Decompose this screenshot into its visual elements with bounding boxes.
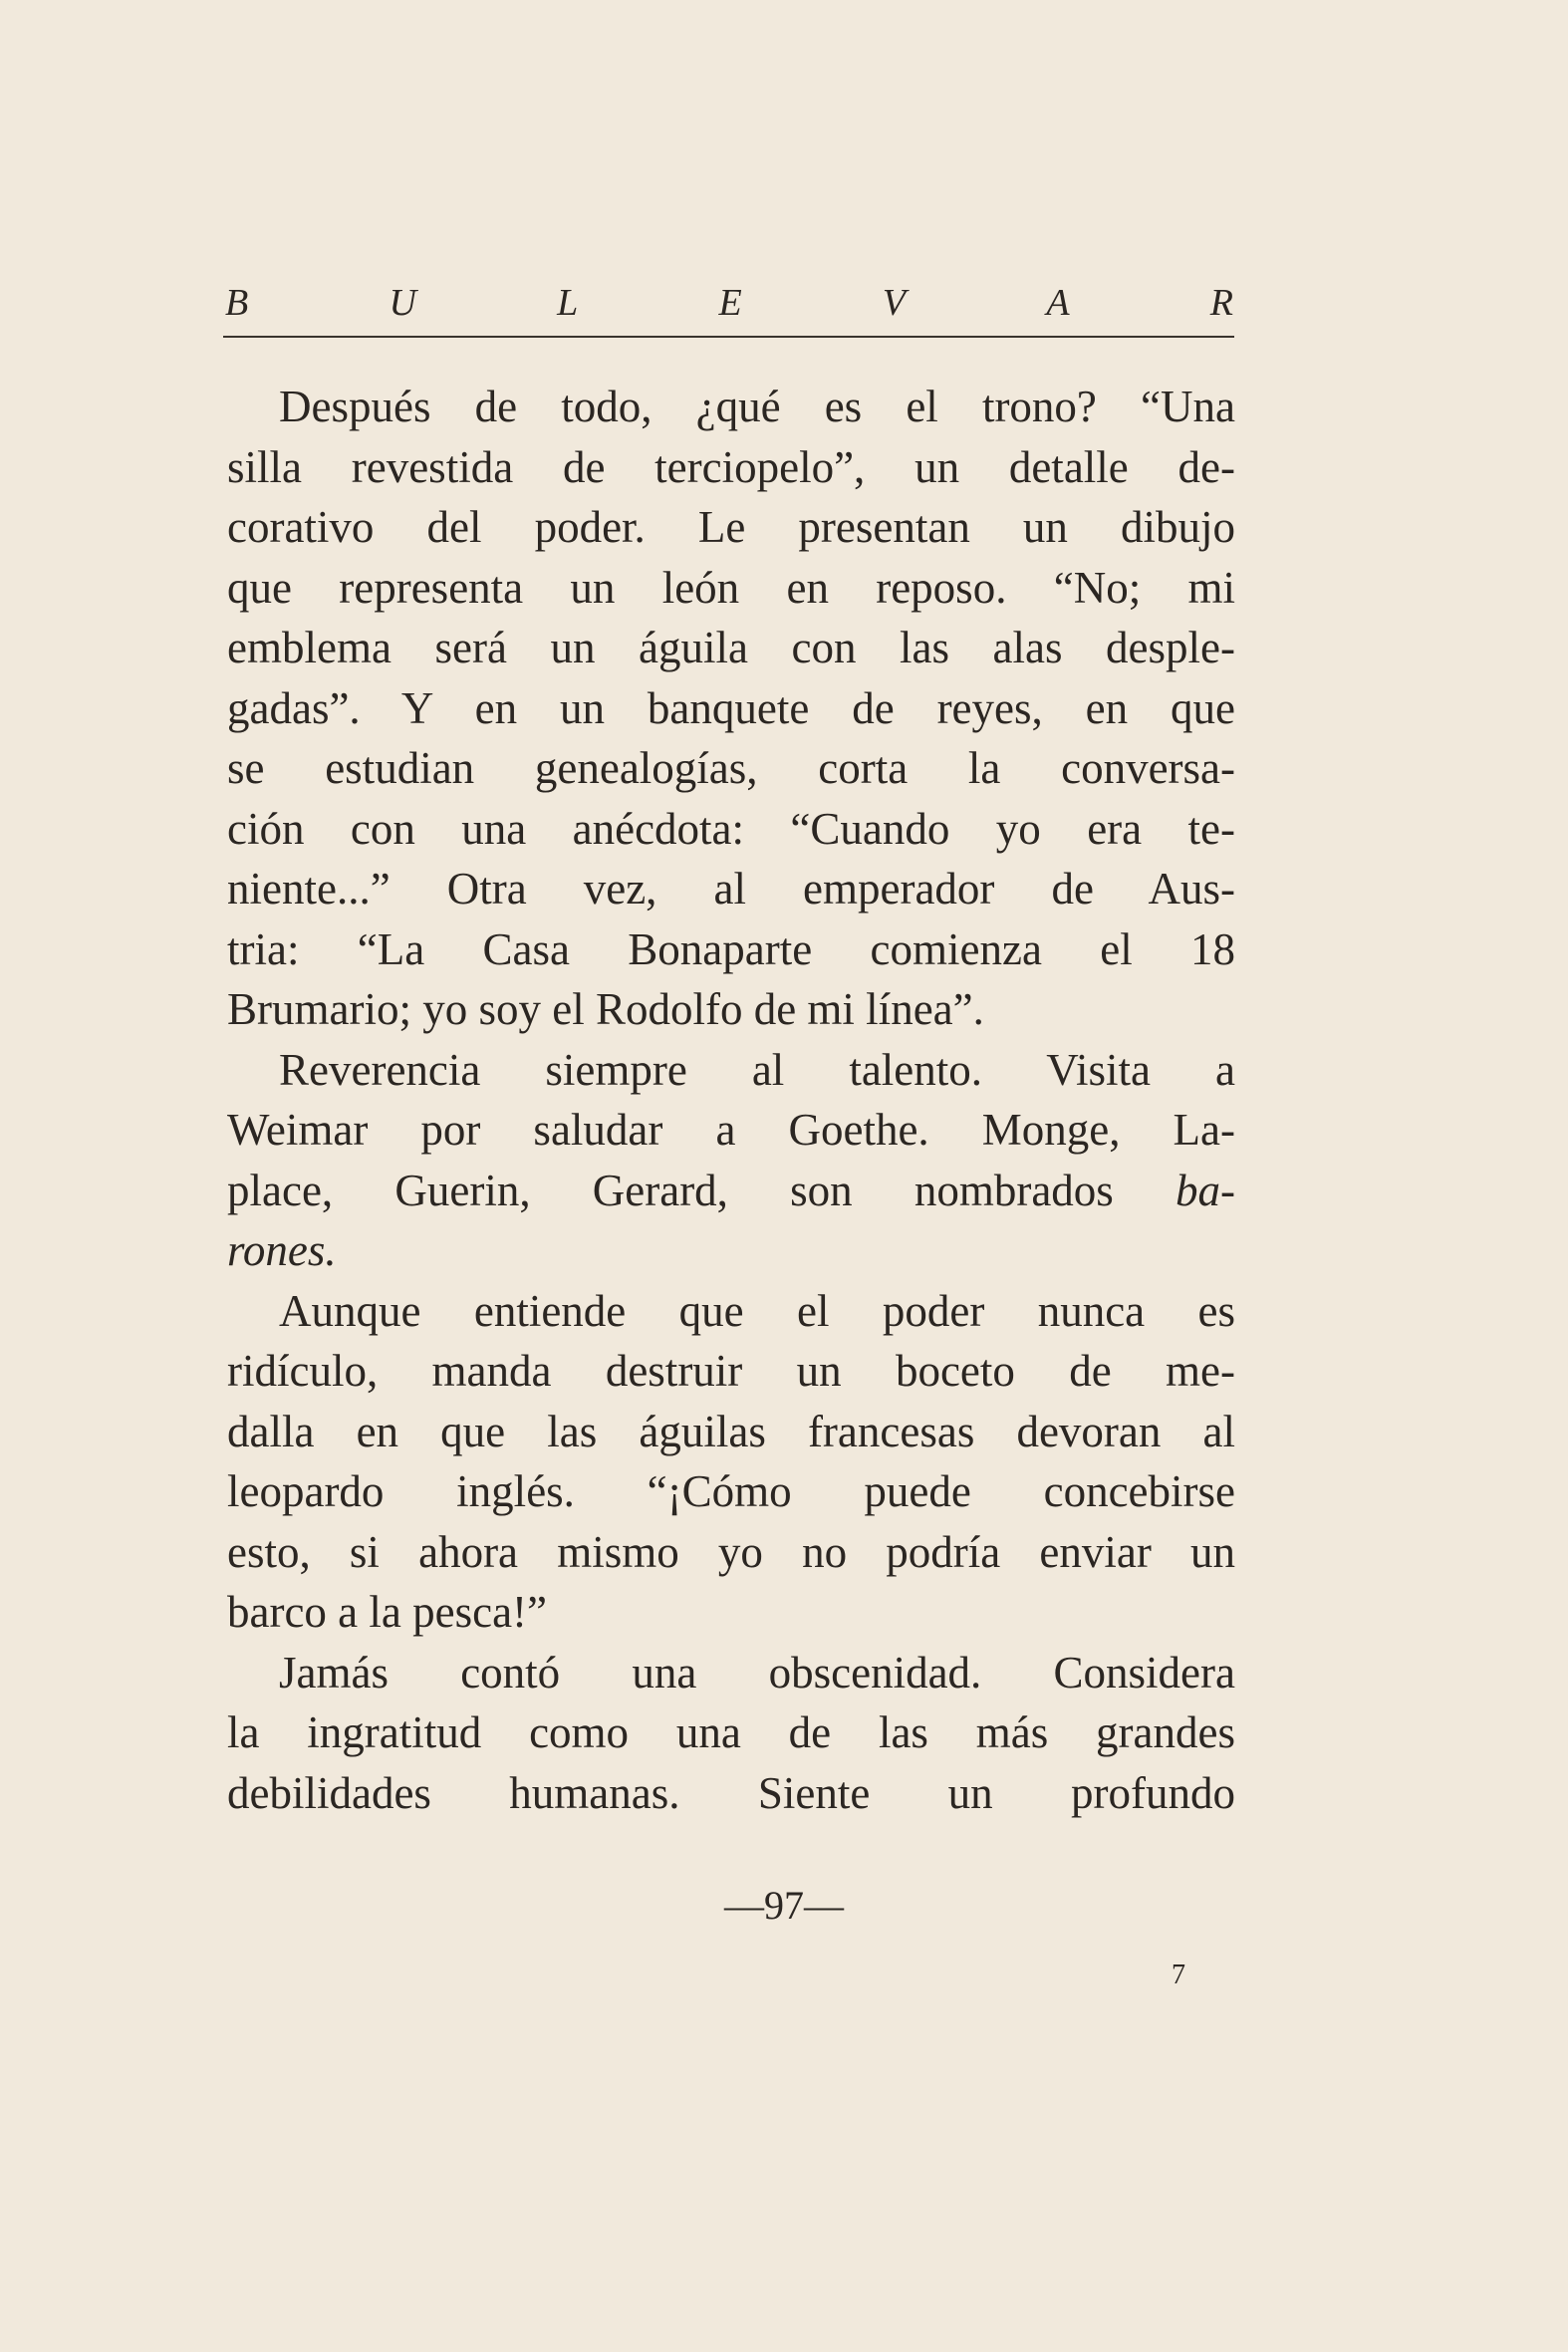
running-head-letter: V [882, 282, 907, 324]
running-head-letter: A [1046, 282, 1070, 324]
body-text [227, 377, 1235, 1823]
running-head-letter: U [389, 282, 416, 324]
text-line: leopardo inglés. “¡Cómo puede concebirse [227, 1466, 1235, 1516]
text-line: Brumario; yo soy el Rodolfo de mi línea”. [227, 984, 984, 1034]
running-head [225, 277, 1233, 329]
text-line: esto, si ahora mismo yo no podría enviar un [227, 1526, 1235, 1577]
text-line: Weimar por saludar a Goethe. Monge, La- [227, 1105, 1235, 1155]
text-line: emblema será un águila con las alas desple- [227, 623, 1235, 672]
text-line: tria: “La Casa Bonaparte comienza el 18 [227, 923, 1235, 974]
text-line: silla revestida de terciopelo”, un detalle de- [227, 441, 1235, 492]
text-line: niente...” Otra vez, al emperador de Aus- [227, 864, 1235, 914]
text-line: corativo del poder. Le presentan un dibujo [227, 502, 1235, 552]
text-line: barco a la pesca!” [227, 1587, 548, 1637]
text-line: Aunque entiende que el poder nunca es [279, 1285, 1235, 1336]
header-rule [223, 336, 1234, 338]
running-head-letter: L [557, 282, 579, 324]
text-line: la ingratitud como una de las más grandes [227, 1707, 1235, 1757]
text-line: Jamás contó una obscenidad. Considera [279, 1647, 1235, 1698]
text-line: que representa un león en reposo. “No; mi [227, 562, 1235, 613]
running-head-letter: R [1209, 282, 1233, 324]
text-line: ción con una anécdota: “Cuando yo era te- [227, 803, 1235, 854]
text-line: rones. [227, 1225, 337, 1275]
running-head-letter: E [718, 282, 742, 324]
text-line: Reverencia siempre al talento. Visita a [279, 1044, 1235, 1095]
text-line: place, Guerin, Gerard, son nombrados ba- [227, 1165, 1235, 1215]
running-head-letter: B [225, 282, 249, 324]
text-line: Después de todo, ¿qué es el trono? “Una [279, 382, 1235, 431]
text-line: ridículo, manda destruir un boceto de me- [227, 1346, 1235, 1396]
signature-mark: 7 [1172, 1960, 1185, 1990]
text-line: dalla en que las águilas francesas devoran al [227, 1406, 1235, 1456]
page-number: —97— [724, 1883, 844, 1928]
text-line: se estudian genealogías, corta la conversa- [227, 743, 1235, 793]
text-line: debilidades humanas. Siente un profundo [227, 1767, 1235, 1818]
text-line: gadas”. Y en un banquete de reyes, en que [227, 682, 1235, 733]
